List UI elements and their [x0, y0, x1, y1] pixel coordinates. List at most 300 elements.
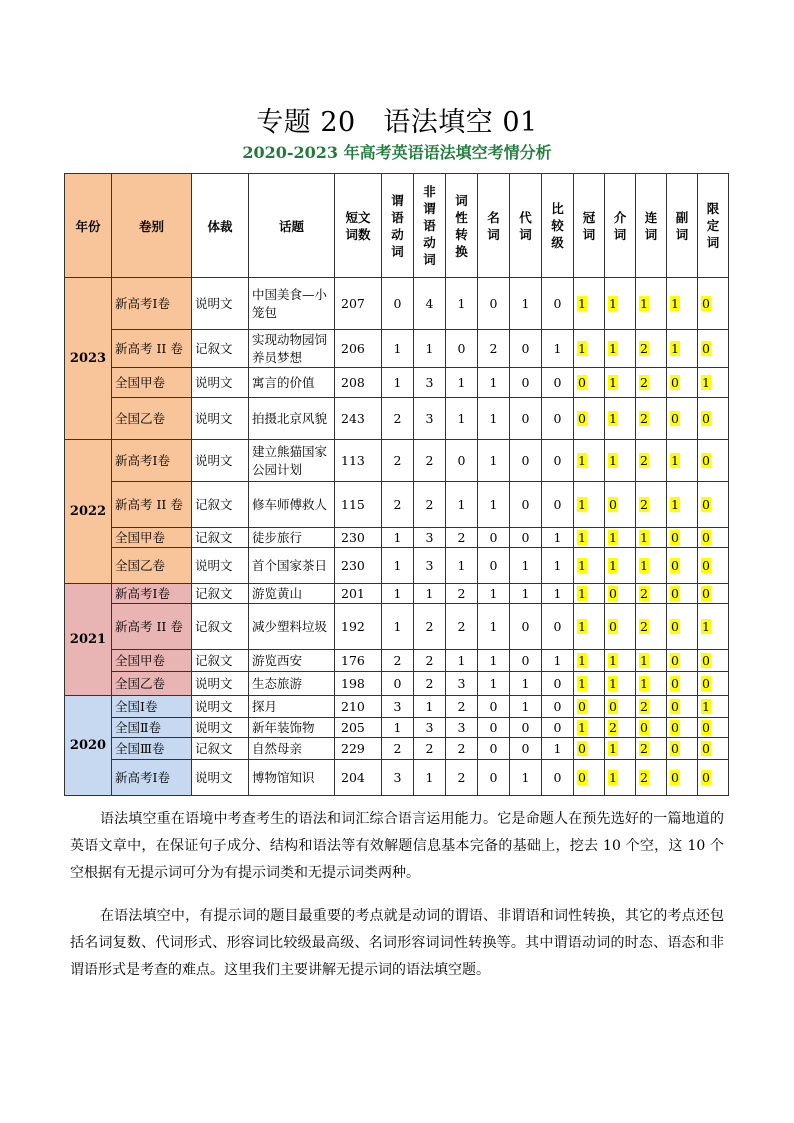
count-cell-highlighted: [636, 398, 667, 440]
count-value: 0: [671, 618, 679, 634]
count-cell-highlighted: [605, 482, 636, 528]
count-cell: 1: [382, 718, 414, 738]
count-cell: 2: [414, 482, 446, 528]
table-row: [65, 482, 729, 528]
count-cell: 1: [510, 584, 542, 604]
count-cell: 4: [414, 278, 446, 330]
count-value: 1: [640, 295, 648, 311]
count-cell-highlighted: [605, 760, 636, 796]
header-cell: [414, 174, 446, 278]
topic-cell: 拍摄北京风貌: [249, 398, 335, 440]
count-value: 1: [671, 496, 679, 512]
count-cell: 1: [510, 672, 542, 696]
paper-cell: 新高考Ⅰ卷: [112, 278, 192, 330]
genre-cell: 说明文: [192, 398, 249, 440]
count-cell: 0: [446, 440, 478, 482]
topic-cell: 自然母亲: [249, 738, 335, 760]
count-cell: 1: [446, 548, 478, 584]
paper-cell: 新高考 II 卷: [112, 482, 192, 528]
count-cell: 1: [382, 604, 414, 650]
header-cell: [510, 174, 542, 278]
count-cell-highlighted: [636, 440, 667, 482]
topic-cell: 修车师傅救人: [249, 482, 335, 528]
count-cell: 2: [382, 482, 414, 528]
count-cell: 0: [478, 760, 510, 796]
count-cell-highlighted: [605, 278, 636, 330]
genre-cell: 记叙文: [192, 482, 249, 528]
count-value: 1: [609, 340, 617, 356]
table-row: [65, 584, 729, 604]
count-cell-highlighted: [605, 398, 636, 440]
topic-cell: 游览西安: [249, 650, 335, 672]
table-header-row: [65, 174, 729, 278]
count-cell-highlighted: [574, 528, 605, 548]
count-value: 0: [671, 557, 679, 573]
count-cell: 1: [446, 650, 478, 672]
count-cell-highlighted: [698, 398, 729, 440]
paper-cell: 全国Ⅱ卷: [112, 718, 192, 738]
paper-cell: 全国Ⅰ卷: [112, 696, 192, 718]
count-value: 0: [578, 769, 586, 785]
count-value: 1: [609, 675, 617, 691]
count-cell-highlighted: [636, 718, 667, 738]
count-cell-highlighted: [605, 650, 636, 672]
count-value: 0: [671, 675, 679, 691]
genre-cell: 说明文: [192, 440, 249, 482]
word-count-cell: 230: [335, 528, 382, 548]
count-value: 2: [640, 340, 648, 356]
count-cell-highlighted: [667, 718, 698, 738]
count-value: 1: [609, 652, 617, 668]
count-value: 0: [640, 719, 648, 735]
header-label: 连词: [644, 209, 658, 242]
count-cell: 1: [382, 548, 414, 584]
count-cell-highlighted: [667, 650, 698, 672]
count-value: 0: [671, 769, 679, 785]
year-cell: 2022: [65, 440, 112, 584]
count-cell-highlighted: [667, 604, 698, 650]
count-cell-highlighted: [636, 672, 667, 696]
count-cell: 1: [478, 482, 510, 528]
count-cell: 0: [510, 650, 542, 672]
count-value: 1: [640, 529, 648, 545]
genre-cell: 记叙文: [192, 528, 249, 548]
count-cell: 0: [510, 718, 542, 738]
count-cell-highlighted: [698, 278, 729, 330]
count-value: 0: [671, 719, 679, 735]
count-cell: 3: [382, 760, 414, 796]
count-value: 2: [640, 496, 648, 512]
topic-cell: 寓言的价值: [249, 368, 335, 398]
count-cell: 2: [446, 528, 478, 548]
count-cell: 1: [542, 528, 574, 548]
count-value: 1: [578, 340, 586, 356]
count-cell: 2: [478, 330, 510, 368]
count-cell-highlighted: [605, 528, 636, 548]
count-cell-highlighted: [636, 528, 667, 548]
word-count-cell: 201: [335, 584, 382, 604]
count-value: 1: [609, 295, 617, 311]
header-label: 限定词: [706, 201, 720, 250]
count-value: 0: [609, 585, 617, 601]
count-cell: 3: [414, 368, 446, 398]
count-cell-highlighted: [667, 584, 698, 604]
topic-cell: 实现动物园饲养员梦想: [249, 330, 335, 368]
count-cell: 3: [414, 548, 446, 584]
topic-cell: 徒步旅行: [249, 528, 335, 548]
paragraph-key-points: 在语法填空中，有提示词的题目最重要的考点就是动词的谓语、非谓语和词性转换，其它的考点还包括名词复数、代词形式、形容词比较级最高级、名词形容词词性转换等。其中谓语动词的时态、语态和非谓语形式是考查的难点。这里我们主要讲解无提示词的语法填空题。: [70, 908, 724, 978]
count-cell: 0: [542, 398, 574, 440]
table-body: [65, 278, 729, 796]
count-cell: 1: [382, 368, 414, 398]
count-cell: 1: [510, 278, 542, 330]
count-cell-highlighted: [698, 440, 729, 482]
count-value: 1: [671, 340, 679, 356]
count-cell: 3: [446, 672, 478, 696]
table-row: [65, 650, 729, 672]
count-cell: 0: [478, 528, 510, 548]
header-cell: [478, 174, 510, 278]
count-cell: 1: [414, 760, 446, 796]
count-value: 2: [640, 452, 648, 468]
count-cell: 0: [542, 718, 574, 738]
table-row: [65, 738, 729, 760]
count-cell-highlighted: [574, 368, 605, 398]
header-label: 介词: [613, 209, 627, 242]
count-value: 2: [640, 698, 648, 714]
count-cell: 1: [478, 604, 510, 650]
count-cell-highlighted: [667, 398, 698, 440]
count-cell-highlighted: [698, 548, 729, 584]
count-cell-highlighted: [574, 482, 605, 528]
count-value: 1: [578, 652, 586, 668]
count-cell: 1: [478, 368, 510, 398]
count-value: 2: [640, 585, 648, 601]
count-cell: 0: [510, 482, 542, 528]
word-count-cell: 208: [335, 368, 382, 398]
count-value: 0: [671, 374, 679, 390]
count-cell-highlighted: [667, 482, 698, 528]
table-row: [65, 548, 729, 584]
count-value: 1: [640, 557, 648, 573]
header-cell: [574, 174, 605, 278]
count-cell: 2: [446, 738, 478, 760]
count-cell-highlighted: [698, 696, 729, 718]
count-cell: 1: [510, 548, 542, 584]
count-value: 1: [578, 529, 586, 545]
word-count-cell: 205: [335, 718, 382, 738]
count-value: 0: [671, 740, 679, 756]
count-cell: 1: [414, 584, 446, 604]
paper-cell: 新高考Ⅰ卷: [112, 584, 192, 604]
count-cell: 2: [382, 440, 414, 482]
count-cell-highlighted: [636, 604, 667, 650]
count-value: 2: [640, 374, 648, 390]
paper-cell: 全国乙卷: [112, 398, 192, 440]
count-value: 1: [671, 295, 679, 311]
count-value: 1: [578, 618, 586, 634]
topic-cell: 建立熊猫国家公园计划: [249, 440, 335, 482]
count-cell: 0: [542, 440, 574, 482]
count-value: 1: [609, 740, 617, 756]
count-cell: 2: [446, 760, 478, 796]
count-cell: 0: [446, 330, 478, 368]
count-cell: 3: [414, 398, 446, 440]
header-cell: [636, 174, 667, 278]
count-cell: 1: [446, 278, 478, 330]
count-value: 0: [702, 652, 710, 668]
count-cell: 0: [510, 528, 542, 548]
paper-cell: 新高考 II 卷: [112, 604, 192, 650]
word-count-cell: 243: [335, 398, 382, 440]
count-value: 0: [578, 740, 586, 756]
count-cell: 1: [446, 368, 478, 398]
table-row: [65, 398, 729, 440]
count-cell-highlighted: [698, 738, 729, 760]
table-row: [65, 528, 729, 548]
genre-cell: 说明文: [192, 368, 249, 398]
table-row: [65, 672, 729, 696]
count-cell-highlighted: [636, 330, 667, 368]
count-cell: 0: [478, 738, 510, 760]
count-cell-highlighted: [605, 330, 636, 368]
topic-cell: 生态旅游: [249, 672, 335, 696]
count-cell-highlighted: [605, 696, 636, 718]
count-cell-highlighted: [667, 548, 698, 584]
count-cell-highlighted: [574, 440, 605, 482]
count-cell-highlighted: [667, 440, 698, 482]
count-cell: 1: [478, 672, 510, 696]
count-cell: 0: [510, 604, 542, 650]
count-cell: 2: [414, 650, 446, 672]
count-cell-highlighted: [698, 482, 729, 528]
count-value: 0: [702, 529, 710, 545]
count-cell-highlighted: [667, 278, 698, 330]
year-cell: 2020: [65, 696, 112, 796]
genre-cell: 记叙文: [192, 738, 249, 760]
count-value: 1: [640, 652, 648, 668]
count-cell: 1: [478, 650, 510, 672]
count-cell-highlighted: [667, 528, 698, 548]
topic-cell: 首个国家茶日: [249, 548, 335, 584]
table-row: [65, 604, 729, 650]
count-cell-highlighted: [698, 604, 729, 650]
count-value: 2: [640, 618, 648, 634]
count-cell: 2: [446, 584, 478, 604]
count-cell-highlighted: [636, 548, 667, 584]
count-value: 0: [578, 410, 586, 426]
count-cell-highlighted: [698, 368, 729, 398]
genre-cell: 说明文: [192, 672, 249, 696]
count-value: 0: [609, 496, 617, 512]
count-cell-highlighted: [574, 330, 605, 368]
topic-cell: 中国美食—小笼包: [249, 278, 335, 330]
count-cell-highlighted: [667, 368, 698, 398]
count-cell-highlighted: [574, 760, 605, 796]
count-value: 0: [609, 618, 617, 634]
count-cell: 2: [382, 738, 414, 760]
count-cell: 0: [542, 368, 574, 398]
genre-cell: 记叙文: [192, 584, 249, 604]
count-value: 1: [578, 452, 586, 468]
count-cell-highlighted: [574, 584, 605, 604]
count-cell: 0: [382, 672, 414, 696]
count-value: 0: [702, 719, 710, 735]
count-cell-highlighted: [574, 650, 605, 672]
count-value: 1: [702, 698, 710, 714]
count-cell: 0: [510, 330, 542, 368]
count-cell-highlighted: [574, 398, 605, 440]
topic-cell: 游览黄山: [249, 584, 335, 604]
count-value: 1: [609, 374, 617, 390]
count-cell-highlighted: [636, 696, 667, 718]
count-value: 2: [640, 769, 648, 785]
count-cell: 1: [446, 398, 478, 440]
count-cell: 0: [542, 760, 574, 796]
count-value: 1: [671, 452, 679, 468]
count-cell: 1: [510, 696, 542, 718]
header-cell: 卷别: [112, 174, 192, 278]
word-count-cell: 206: [335, 330, 382, 368]
table-row: [65, 330, 729, 368]
header-cell: [446, 174, 478, 278]
count-cell: 1: [478, 440, 510, 482]
count-cell-highlighted: [605, 440, 636, 482]
count-cell: 1: [382, 584, 414, 604]
count-value: 0: [702, 585, 710, 601]
word-count-cell: 113: [335, 440, 382, 482]
count-cell: 0: [382, 278, 414, 330]
header-cell: [335, 174, 382, 278]
count-value: 0: [671, 652, 679, 668]
count-cell: 0: [510, 738, 542, 760]
count-value: 0: [702, 675, 710, 691]
count-cell: 1: [382, 528, 414, 548]
count-value: 1: [578, 585, 586, 601]
count-value: 0: [671, 698, 679, 714]
genre-cell: 记叙文: [192, 604, 249, 650]
count-cell: 1: [542, 548, 574, 584]
topic-cell: 博物馆知识: [249, 760, 335, 796]
count-cell: 2: [414, 672, 446, 696]
genre-cell: 说明文: [192, 696, 249, 718]
paper-cell: 全国甲卷: [112, 368, 192, 398]
count-value: 0: [702, 410, 710, 426]
count-cell: 1: [542, 330, 574, 368]
paper-cell: 新高考Ⅰ卷: [112, 440, 192, 482]
count-cell-highlighted: [698, 650, 729, 672]
count-cell-highlighted: [605, 604, 636, 650]
word-count-cell: 115: [335, 482, 382, 528]
header-label: 副词: [675, 209, 689, 242]
count-cell: 1: [478, 584, 510, 604]
count-cell: 1: [414, 330, 446, 368]
count-value: 0: [702, 496, 710, 512]
table-row: [65, 718, 729, 738]
header-label: 谓语动词: [391, 192, 404, 259]
count-cell-highlighted: [605, 718, 636, 738]
count-value: 2: [640, 410, 648, 426]
header-cell: [605, 174, 636, 278]
count-cell: 1: [446, 482, 478, 528]
count-value: 0: [578, 698, 586, 714]
page-title: 专题 20 语法填空 01: [256, 107, 538, 138]
paper-cell: 全国甲卷: [112, 650, 192, 672]
header-cell: [382, 174, 414, 278]
count-cell-highlighted: [574, 672, 605, 696]
count-cell: 2: [446, 604, 478, 650]
count-cell: 0: [510, 398, 542, 440]
word-count-cell: 198: [335, 672, 382, 696]
header-label: 短文词数: [345, 209, 371, 242]
year-cell: 2021: [65, 584, 112, 696]
count-value: 1: [640, 675, 648, 691]
header-cell: 体裁: [192, 174, 249, 278]
genre-cell: 记叙文: [192, 330, 249, 368]
word-count-cell: 210: [335, 696, 382, 718]
table-row: [65, 440, 729, 482]
count-cell: 0: [478, 718, 510, 738]
table-row: [65, 368, 729, 398]
paper-cell: 全国乙卷: [112, 672, 192, 696]
page-subtitle: 2020-2023 年高考英语语法填空考情分析: [242, 143, 552, 162]
count-value: 0: [609, 698, 617, 714]
count-cell: 2: [414, 738, 446, 760]
paragraph-intro: 语法填空重在语境中考查考生的语法和词汇综合语言运用能力。它是命题人在预先选好的一篇地道的英语文章中，在保证句子成分、结构和语法等有效解题信息基本完备的基础上，挖去 10 个空，这 10 个空根据有无提示词可分为有提示词类和无提示词类两种。: [70, 811, 724, 881]
count-value: 0: [702, 295, 710, 311]
count-value: 0: [702, 769, 710, 785]
count-value: 0: [671, 585, 679, 601]
count-cell: 0: [510, 440, 542, 482]
count-cell-highlighted: [605, 672, 636, 696]
count-cell: 3: [446, 718, 478, 738]
paper-cell: 全国乙卷: [112, 548, 192, 584]
header-label: 代词: [519, 209, 532, 242]
count-cell-highlighted: [636, 482, 667, 528]
count-cell: 0: [542, 696, 574, 718]
paper-cell: 全国Ⅲ卷: [112, 738, 192, 760]
paper-cell: 全国甲卷: [112, 528, 192, 548]
count-cell: 0: [478, 548, 510, 584]
count-cell-highlighted: [605, 738, 636, 760]
count-cell-highlighted: [574, 548, 605, 584]
table-row: [65, 696, 729, 718]
count-cell: 1: [542, 650, 574, 672]
count-cell: 3: [382, 696, 414, 718]
count-cell: 0: [510, 368, 542, 398]
count-cell-highlighted: [574, 278, 605, 330]
count-cell: 0: [542, 672, 574, 696]
count-cell-highlighted: [667, 672, 698, 696]
count-cell-highlighted: [574, 738, 605, 760]
word-count-cell: 192: [335, 604, 382, 650]
paper-cell: 新高考 II 卷: [112, 330, 192, 368]
header-label: 非谓语动词: [423, 184, 436, 267]
count-cell-highlighted: [636, 584, 667, 604]
count-cell-highlighted: [636, 278, 667, 330]
count-cell-highlighted: [667, 738, 698, 760]
header-cell: [667, 174, 698, 278]
header-label: 名词: [487, 209, 500, 242]
header-cell: [542, 174, 574, 278]
count-value: 1: [578, 496, 586, 512]
count-cell-highlighted: [605, 584, 636, 604]
count-value: 1: [702, 374, 710, 390]
header-label: 词性转换: [455, 192, 468, 259]
count-cell-highlighted: [636, 650, 667, 672]
header-label: 冠词: [582, 209, 596, 242]
count-cell: 2: [446, 696, 478, 718]
